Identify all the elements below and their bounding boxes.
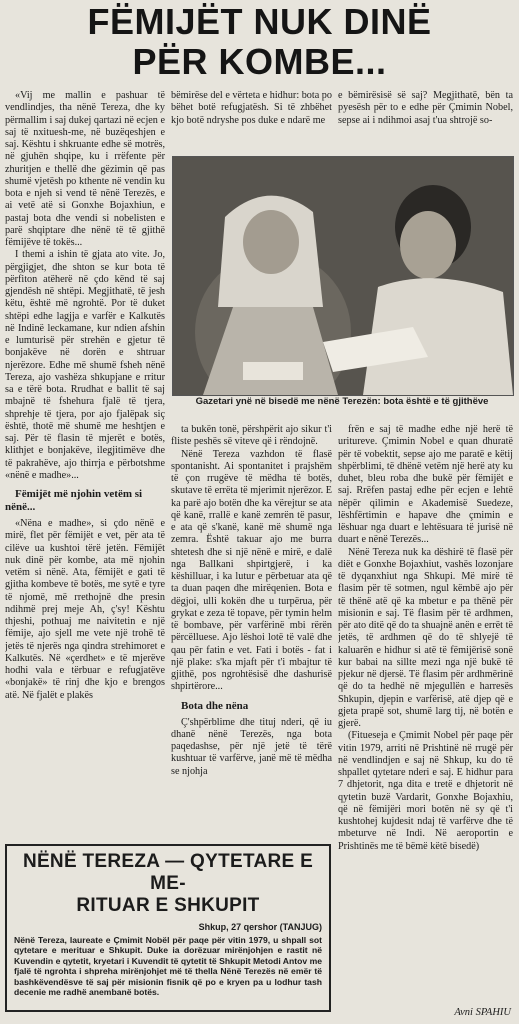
news-photo: [172, 156, 514, 396]
box-title-line-1: NËNË TEREZA — QYTETARE E ME-: [22, 851, 314, 894]
column-1: [5, 90, 165, 838]
column-2-top: [171, 90, 332, 152]
box-title-line-2: RITUAR E SHKUPIT: [76, 895, 260, 916]
paragraph: Nënë Tereza nuk ka dëshirë të flasë për diët e Gonxhe Bojaxhiut, vashës lozonjare të dyqanxhiut nga Shkupi. Më mirë të flasim për të sotmen, ngul këmbë ajo për të thënë atë që ka mbetur e pa thënë për misionin e saj. Të flasim për të ardhmen, për ato ditë që do ta shuajnë anën e errët të jetës, të ardhmen që do të shlyejë të kaluarën e hidhur si atë të fëmijërisë sonë kur babai na sillte mezi nga një bukë të pjekur në djersë. Të flasim për ardhmërinë që do ta hedhë në mjegullën e harresës Shkupin, djepin e varfërisë, atë djep që e gjeta prapë sot, shumë larg tij, në botën e gjerë.: [338, 546, 513, 729]
column-3: [338, 424, 513, 1008]
paragraph: «Vij me mallin e pashuar të vendlindjes, tha nënë Tereza, dhe ky përmallim i saj dukej qartazi në ecjen e saj të nxituesh-me, në buzëqeshjen e saj. Kështu i shkruante edhe së motrës, në gjuhën shqipe, ku i rrëfente për zhuritjen e thellë dhe gëzimin që pas shumë vjetësh po kthente në vendin ku bota e njeh si vend të nënë Terezës, e ai vetë atë si Gonxhe Bojaxhiun, e pastaj bota dhe vendi si nobelisten e parë shqiptare dhe nënë të të gjithë fëmijëve të tokës...: [5, 90, 165, 248]
paragraph: frën e saj të madhe edhe një herë të uritureve. Çmimin Nobel e quan dhuratë për të vobektit, sepse ajo me paratë e këtij shpërblimi, të dhënë vetëm një herë aty ku duhet, bleu roba dhe bukë për fëmijët e saj. Rrëfen pastaj edhe për ecjen e lehtë nëpër qilimin e Akademisë Suedeze, lëshfërtimin e hapave dhe çmimin e lëshuar nga duart e lehtësuara të jurisë në duart e nënë Terezës...: [338, 424, 513, 546]
subheading: Bota dhe nëna: [181, 699, 249, 712]
paragraph: Ç'shpërblime dhe tituj nderi, që iu dhanë nënë Terezës, nga bota paqedashse, për një jetë të tërë kushtuar të varfërve, janë më të mëdha se njohja: [171, 716, 332, 777]
column-3-top: [338, 90, 513, 152]
subheading: Fëmijët më njohin vetëm si nënë...: [5, 488, 143, 513]
paragraph: «Nëna e madhe», si çdo nënë e mirë, flet për fëmijët e vet, për ata të cilëve ua kushtoi tërë jetën. Fëmijët nuk dinë për kombe, ata më njohin vetëm si nënë. Ata, fëmijët e gati të gjitha kombeve të botës, me sytë e tyre të njomë, më rrethojnë dhe presin ndihmë prej meje Ah, ç'sy! Kështu thjeshi, pothuaj me naivitetin e një fëmije, ajo sjell me vete një trohë të jetës të njerës nga qindra strehimoret e Kalkutës. Në «çerdhet» e të mjerëve hodhi vala e tërbuar e refugjatëve «bonjakë» të rinj dhe kjo e brengos atë. Në fjalët e plakës: [5, 518, 165, 701]
paragraph: Nënë Tereza vazhdon të flasë spontanisht. Ai spontanitet i prajshëm të çon rrugëve të mëdha të botës, skutave të errëta të mjerimit njerëzor. E ka parë ajo botën dhe ka vërejtur se ata që kanë, rrallë e kanë zemrën të pasur, e ata që s'kanë, kanë më shumë nga zemra. Është takuar ajo me burra shtetesh dhe si një nënë e mirë, e dalë nga Ballkani shpirtgjerë, i ka këshilluar, i ka lutur e përbetuar ata që ta duan paqen dhe mirëqenien. Bota e dëgjoi, ulli kokën dhe u turpërua, për grykat e zeza të topave, për tymin helm të bombave, për varfërinë mbi rërën përcëlluese. Ajo lëshoi lotë të valë dhe qau për fatin e vet. Fati i botës - fat i një plake: s'ka mjaft për t'i mbajtur të gjithë, pos ngrohtësisë dhe dashurisë shpirtërore...: [171, 448, 332, 693]
photo-caption: Gazetari ynë në bisedë me nënë Terezën: bota është e të gjithëve: [195, 396, 489, 407]
news-box: [5, 844, 331, 1012]
paragraph: bëmirëse del e vërteta e hidhur: bota po bëhet botë refugjatësh. Si të zhbëhet kjo botë ndryshe pos duke e ndarë me: [171, 90, 332, 126]
headline-line-1: FËMIJËT NUK DINË: [87, 1, 432, 42]
paragraph: e bëmirësisë së saj? Megjithatë, bën ta pyesësh për to e edhe për Çmimin Nobel, sepse ai i ndihmoi asaj t'ua shtrojë so-: [338, 90, 513, 126]
author-signature: Avni SPAHIU: [454, 1007, 511, 1018]
box-dateline: Shkup, 27 qershor (TANJUG): [198, 922, 322, 932]
paragraph: ta bukën tonë, përshpërit ajo sikur t'i fliste peshës së viteve që i rëndojnë.: [171, 424, 332, 448]
box-body: Nënë Tereza, laureate e Çmimit Nobël për paqe për vitin 1979, u shpall sot qytetare e merituar e Shkupit. Duke ia dorëzuar mirënjohjen e rastit në Kuvendin e qytetit, kryetari i Kuvendit të qytetit të Shkupit Metodi Antov me fjalë të ngrohta i shpreha mirënjohjet më të thella Nënë Terezës në emër të bashkëvendësve të saj për misionin fisnik që po e kryen pa u lodhur tash decenie me radhë anembanë botës.: [14, 935, 322, 998]
photo-illustration: [173, 157, 513, 395]
headline-line-2: PËR KOMBE...: [132, 41, 387, 82]
column-2: [171, 424, 332, 838]
paragraph: (Fitueseja e Çmimit Nobel për paqe për vitin 1979, arriti në Prishtinë në rrugë për në vendlindjen e saj në Shkup, ku do të shpallet qytetare nderi e saj. E hidhur para 7 dhjetorit, nga dita e tretë e dhjetorit në qytetin buzë Vardarit, Gonxhe Bojaxhiu, që në fëmijëri mori botën në sy që t'i kushtohej kujdesit ndaj të varfërve dhe të mbeturve në Indi. Në aeroportin e Prishtinës me të bëmë këtë bisedë): [338, 730, 513, 852]
paragraph: I themi a ishin të gjata ato vite. Jo, përgjigjet, dhe shton se kur bota të përfiton atëherë në çdo kënd të saj gjendësh në shtëpi. Megjithatë, të jesh këtu, është më ngrohtë. Por të duket shtëpi edhe lagjja e varfër e Kalkutës në Indinë leckamane, kur ndien afshin e lumturisë për strehën e gjetur të bonjakëve në dorën e shtruar njerëzore. Edhe më shumë fsheh nënë Tereza, ajo vashëza shkupjane e rritur sa e tërë bota. Rrudhat e ballit të saj mbajnë të fshehura fjalë të tjera, shprehje të tjera, por ajo fjalëpak siç është, thotë më shumë me heshtjen e saj. Për të flasin të mjerët e botës, klithjet e bonjakëve, ilegjitimëve dhe të pakrahëve, ajo thirrja e përbotshme «nënë e madhe»...: [5, 249, 165, 481]
